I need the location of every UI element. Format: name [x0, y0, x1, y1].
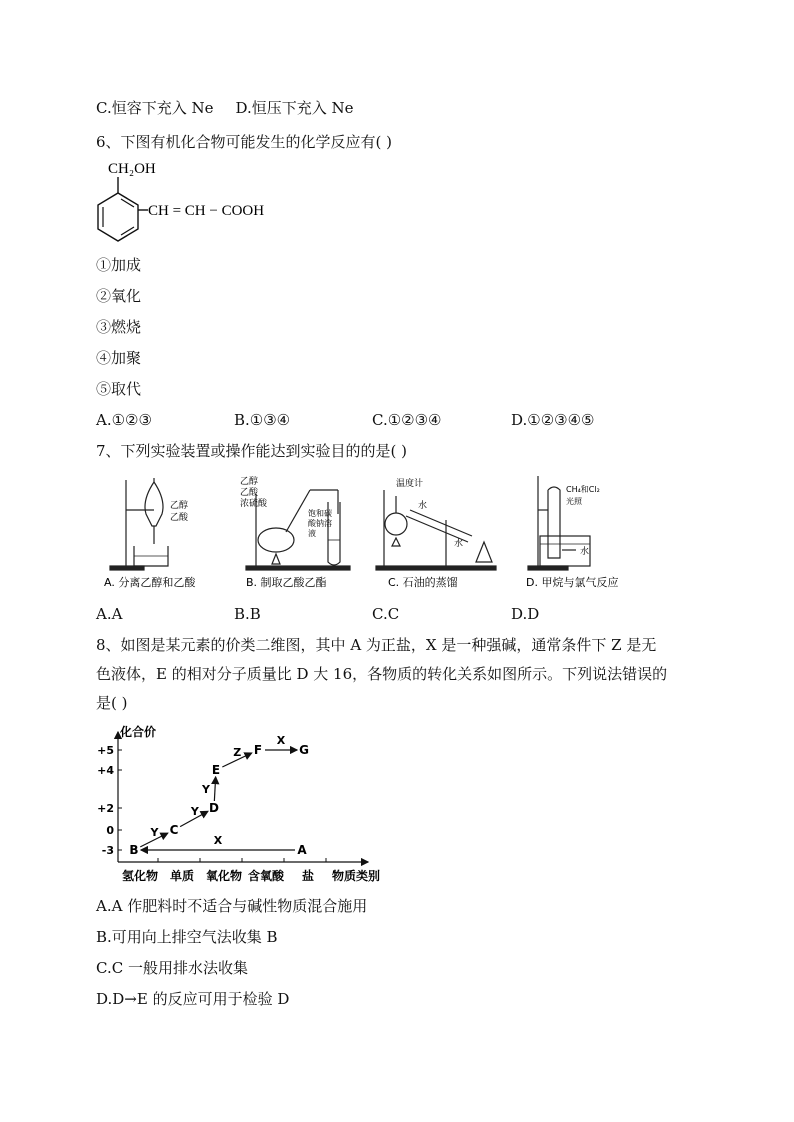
q6-structure	[90, 155, 350, 255]
q7-a-caption: A. 分离乙醇和乙酸	[104, 576, 196, 589]
q7-d-caption: D. 甲烷与氯气反应	[526, 576, 619, 589]
q5-option-d: D.恒压下充入 Ne	[235, 99, 354, 117]
chart-point-G: G	[299, 743, 309, 757]
chart-point-A: A	[297, 843, 307, 857]
q7-apparatus-figure	[96, 470, 676, 596]
chart-ytick-label: 0	[106, 824, 114, 837]
q6-item-4: ④加聚	[96, 349, 142, 367]
chart-arrow-reagent: Y	[202, 783, 210, 796]
q7-c-label3: 水	[454, 539, 464, 549]
q7-b-label1: 乙醇	[240, 477, 259, 487]
chart-arrow-reagent: X	[213, 834, 223, 847]
q7-b-label3: 浓硫酸	[240, 499, 268, 509]
q6-item-3: ③燃烧	[96, 318, 142, 336]
q7-option-c: C.C	[372, 605, 400, 623]
q8-option-b: B.可用向上排空气法收集 B	[96, 928, 278, 946]
q7-option-d: D.D	[511, 605, 540, 623]
q7-fig-a	[110, 478, 168, 570]
q8-option-d: D.D→E 的反应可用于检验 D	[96, 990, 290, 1008]
q6-option-c: C.①②③④	[372, 411, 442, 429]
q6-option-b: B.①③④	[234, 411, 291, 429]
q7-b-label4: 饱和碳	[308, 509, 332, 518]
q6-item-2: ②氧化	[96, 287, 142, 305]
q7-option-a: A.A	[96, 605, 123, 623]
chart-ytick-label: +5	[97, 744, 114, 757]
chart-point-C: C	[169, 823, 179, 837]
q7-d-label1: CH₄和Cl₂	[566, 485, 600, 494]
chart-ytick-label: +2	[97, 802, 114, 815]
q6-item-1: ①加成	[96, 256, 142, 274]
q8-stem-line3: 是( )	[96, 694, 128, 712]
q7-d-label3: 水	[580, 547, 590, 557]
q7-option-b: B.B	[234, 605, 261, 623]
q7-a-label1: 乙醇	[170, 501, 189, 511]
q6-side-chain: CH = CH − COOH	[148, 203, 265, 219]
q7-c-label1: 温度计	[396, 479, 424, 489]
q5-options-row	[96, 98, 354, 118]
chart-ytick-label: +4	[97, 764, 114, 777]
chart-xtick-label: 含氧酸	[247, 869, 285, 883]
chart-xtick-label: 氢化物	[121, 869, 159, 883]
q7-b-label6: 液	[308, 529, 316, 538]
q8-option-c: C.C 一般用排水法收集	[96, 959, 248, 977]
q7-c-caption: C. 石油的蒸馏	[388, 576, 458, 589]
q7-stem: 7、下列实验装置或操作能达到实验目的的是( )	[96, 442, 408, 460]
valence-class-chart	[96, 722, 396, 888]
q7-b-label2: 乙酸	[240, 488, 259, 498]
q8-stem-line1: 8、如图是某元素的价类二维图，其中 A 为正盐，X 是一种强碱，通常条件下 Z 是无	[96, 636, 657, 654]
chart-arrow-reagent: Y	[190, 805, 199, 818]
chart-point-E: E	[211, 763, 221, 777]
q6-substituent-top: CH₂OH	[108, 161, 156, 177]
chart-arrow-reagent: Z	[233, 746, 242, 759]
q7-c-label2: 水	[418, 501, 428, 511]
q7-b-caption: B. 制取乙酸乙酯	[246, 576, 327, 589]
chart-arrow-reagent: X	[276, 734, 286, 747]
chart-xtick-label: 单质	[169, 869, 195, 883]
chart-xtick-label: 氧化物	[205, 869, 243, 883]
q5-option-c: C.恒容下充入 Ne	[96, 99, 214, 117]
chart-xlabel: 物质类别	[332, 869, 381, 883]
chart-arrow	[214, 777, 215, 801]
chart-arrow-reagent: Y	[150, 826, 159, 839]
q8-option-a: A.A 作肥料时不适合与碱性物质混合施用	[96, 897, 368, 915]
q7-d-label2: 光照	[566, 497, 582, 506]
chart-point-B: B	[129, 843, 139, 857]
chart-point-F: F	[253, 743, 263, 757]
q6-item-5: ⑤取代	[96, 380, 142, 398]
chart-point-D: D	[209, 801, 219, 815]
q7-b-label5: 酸钠溶	[308, 519, 332, 528]
chart-ylabel: 化合价	[120, 725, 157, 739]
q7-fig-c	[376, 490, 496, 570]
q6-option-d: D.①②③④⑤	[511, 411, 595, 429]
q8-stem-line2: 色液体，E 的相对分子质量比 D 大 16，各物质的转化关系如图所示。下列说法错误的	[96, 665, 668, 683]
q7-a-label2: 乙酸	[170, 513, 189, 523]
chart-ytick-label: -3	[101, 844, 114, 857]
chart-xtick-label: 盐	[301, 869, 315, 883]
q6-option-a: A.①②③	[96, 411, 152, 429]
q6-stem: 6、下图有机化合物可能发生的化学反应有( )	[96, 133, 393, 151]
